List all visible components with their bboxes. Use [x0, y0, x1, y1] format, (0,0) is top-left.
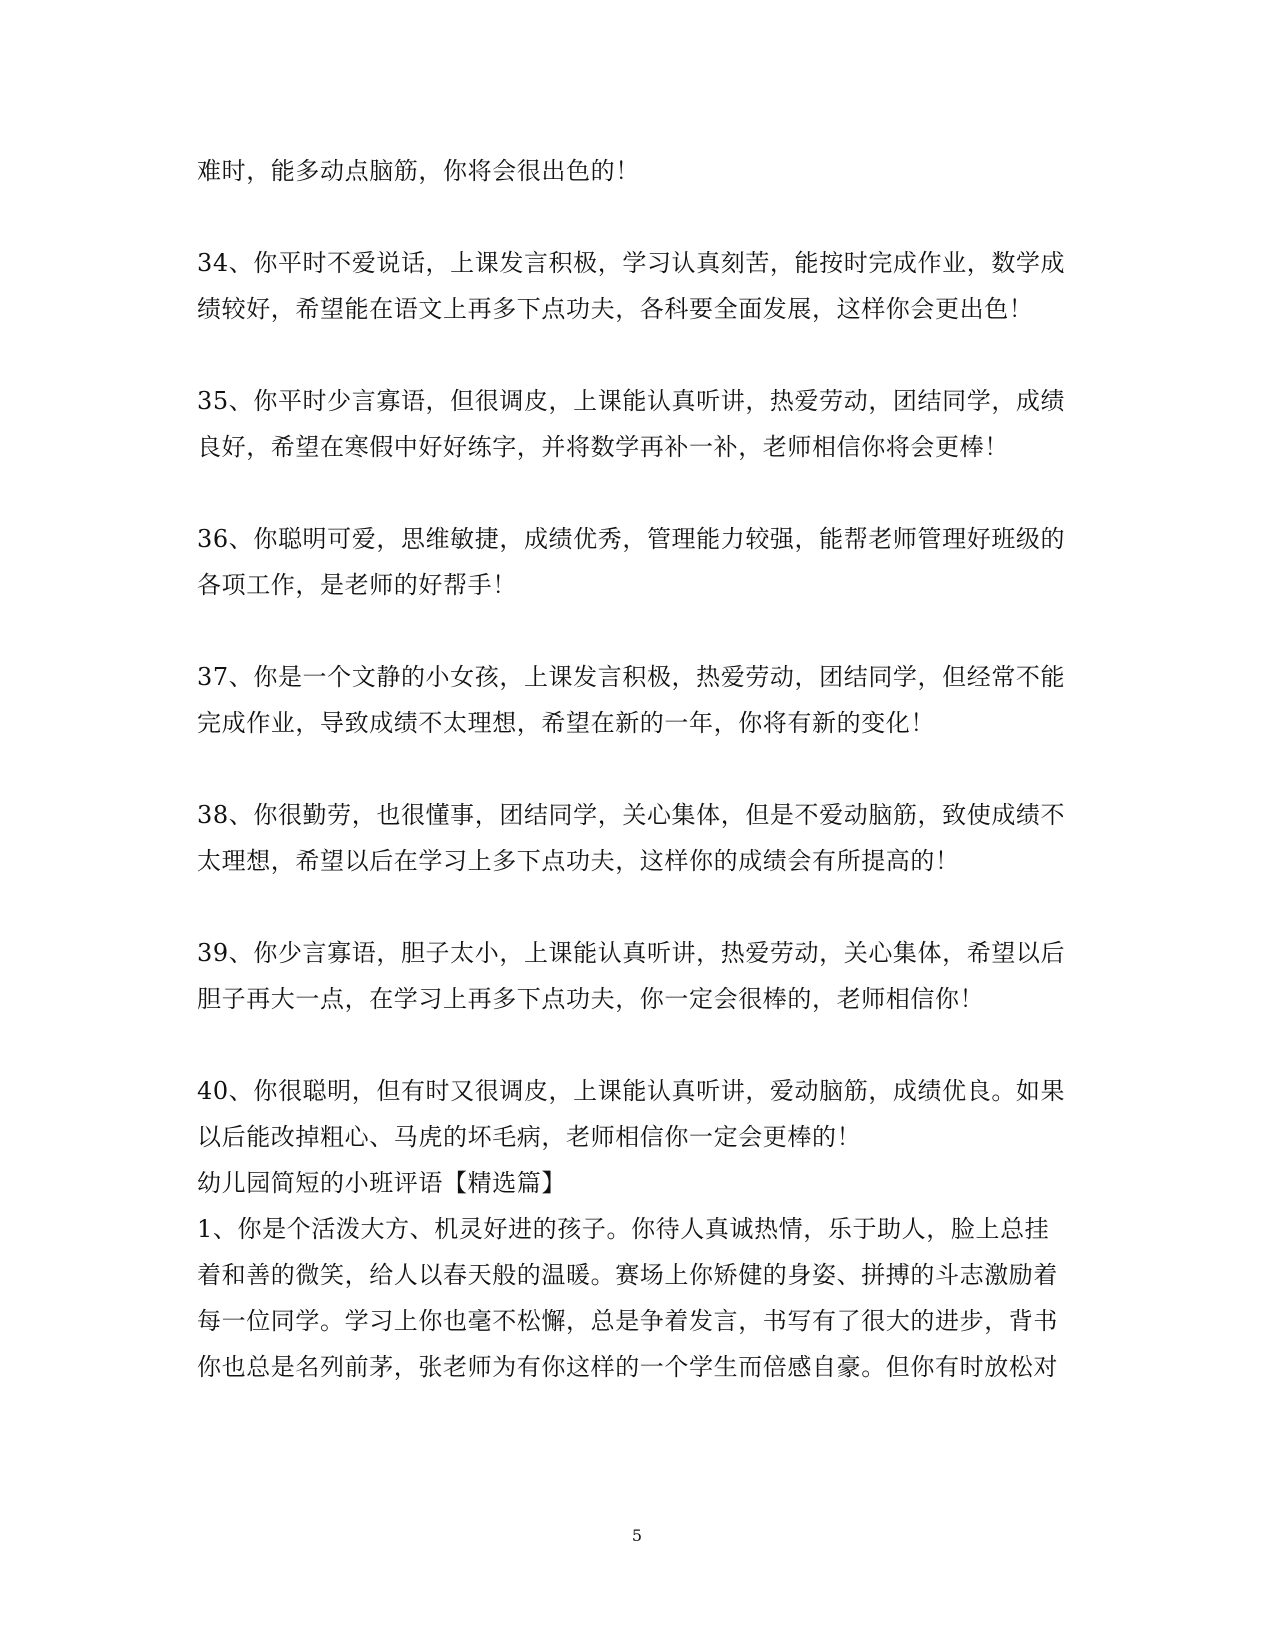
text-line: 难时，能多动点脑筋，你将会很出色的！ — [197, 157, 640, 185]
comment-38-line-1: 38、你很勤劳，也很懂事，团结同学，关心集体，但是不爱动脑筋，致使成绩不 — [197, 801, 1066, 829]
comment-36-line-1: 36、你聪明可爱，思维敏捷，成绩优秀，管理能力较强，能帮老师管理好班级的 — [197, 525, 1066, 553]
comment-38-line-2: 太理想，希望以后在学习上多下点功夫，这样你的成绩会有所提高的！ — [197, 847, 960, 875]
comment-35-line-1: 35、你平时少言寡语，但很调皮，上课能认真听讲，热爱劳动，团结同学，成绩 — [197, 387, 1066, 415]
comment-39-line-1: 39、你少言寡语，胆子太小，上课能认真听讲，热爱劳动，关心集体，希望以后 — [197, 939, 1066, 967]
comment-37-line-2: 完成作业，导致成绩不太理想，希望在新的一年，你将有新的变化！ — [197, 709, 935, 737]
comment-1-line-2: 着和善的微笑，给人以春天般的温暖。赛场上你矫健的身姿、拼搏的斗志激励着 — [197, 1261, 1058, 1289]
comment-37-line-1: 37、你是一个文静的小女孩，上课发言积极，热爱劳动，团结同学，但经常不能 — [197, 663, 1066, 691]
comment-35-line-2: 良好，希望在寒假中好好练字，并将数学再补一补，老师相信你将会更棒！ — [197, 433, 1009, 461]
comment-40-line-2: 以后能改掉粗心、马虎的坏毛病，老师相信你一定会更棒的！ — [197, 1123, 862, 1151]
comment-40-line-1: 40、你很聪明，但有时又很调皮，上课能认真听讲，爱动脑筋，成绩优良。如果 — [197, 1077, 1066, 1105]
section-heading: 幼儿园简短的小班评语【精选篇】 — [197, 1169, 566, 1197]
comment-1-line-1: 1、你是个活泼大方、机灵好进的孩子。你待人真诚热情，乐于助人，脸上总挂 — [197, 1215, 1050, 1243]
comment-39-line-2: 胆子再大一点，在学习上再多下点功夫，你一定会很棒的，老师相信你！ — [197, 985, 985, 1013]
comment-1-line-3: 每一位同学。学习上你也毫不松懈，总是争着发言，书写有了很大的进步，背书 — [197, 1307, 1058, 1335]
comment-34-line-2: 绩较好，希望能在语文上再多下点功夫，各科要全面发展，这样你会更出色！ — [197, 295, 1034, 323]
page-number: 5 — [631, 1526, 643, 1545]
comment-1-line-4: 你也总是名列前茅，张老师为有你这样的一个学生而倍感自豪。但你有时放松对 — [197, 1353, 1058, 1381]
comment-36-line-2: 各项工作，是老师的好帮手！ — [197, 571, 517, 599]
comment-34-line-1: 34、你平时不爱说话，上课发言积极，学习认真刻苦，能按时完成作业，数学成 — [197, 249, 1066, 277]
